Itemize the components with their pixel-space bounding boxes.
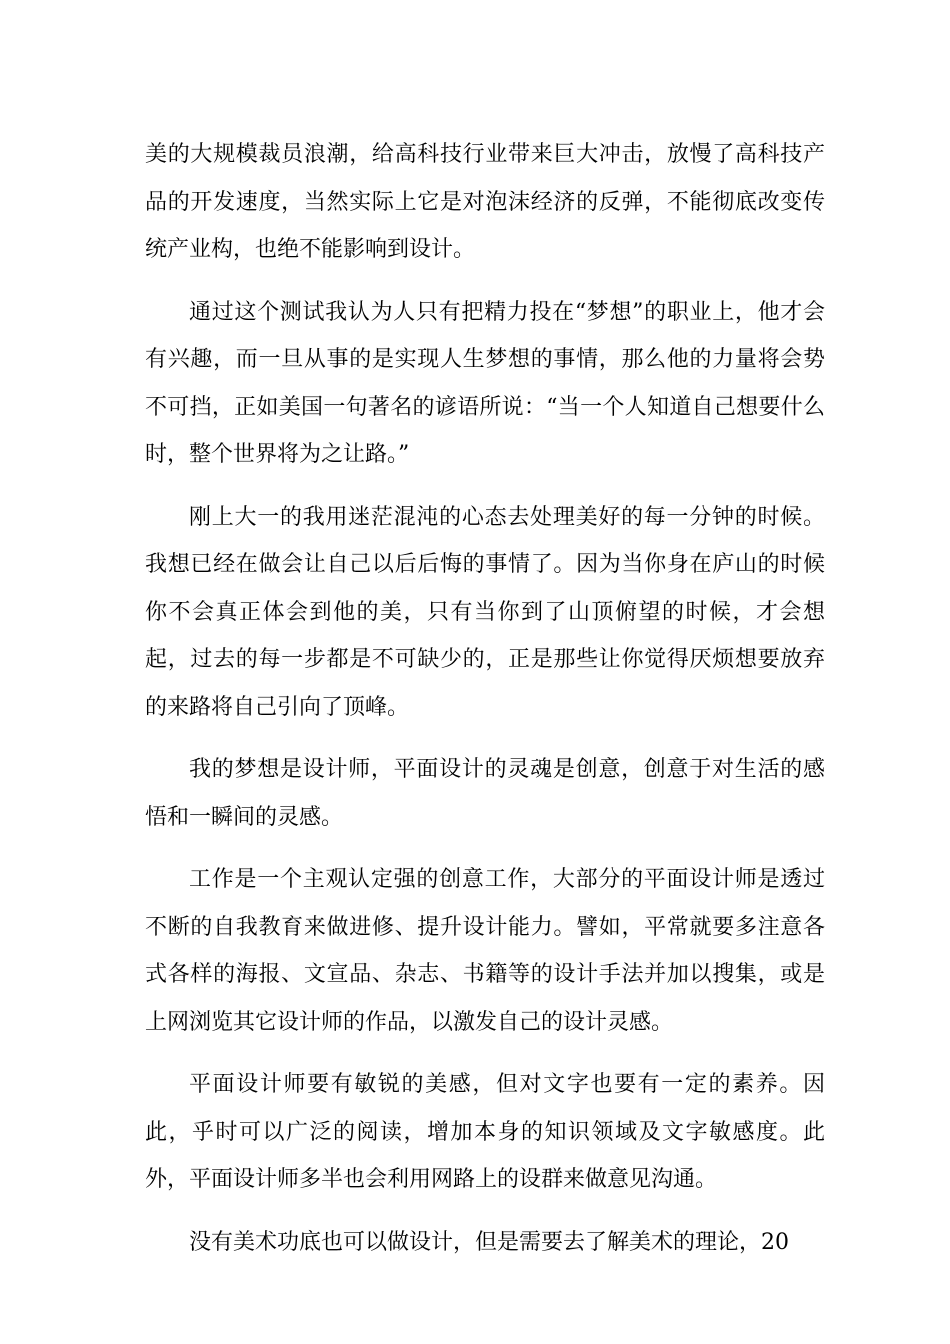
document-body <box>145 131 825 1281</box>
paragraph-7: 没有美术功底也可以做设计，但是需要去了解美术的理论，20 <box>189 1229 789 1255</box>
paragraph-4: 我的梦想是设计师，平面设计的灵魂是创意，创意于对生活的感悟和一瞬间的灵感。 <box>145 757 825 830</box>
paragraph-5: 工作是一个主观认定强的创意工作，大部分的平面设计师是透过不断的自我教育来做进修、提升设计能力。譬如，平常就要多注意各式各样的海报、文宣品、杂志、书籍等的设计手法并加以搜集，或是上网浏览其它设计师的作品，以激发自己的设计灵感。 <box>145 867 825 1035</box>
paragraph-6: 平面设计师要有敏锐的美感，但对文字也要有一定的素养。因此，乎时可以广泛的阅读，增加本身的知识领域及文字敏感度。此外，平面设计师多半也会利用网路上的设群来做意见沟通。 <box>145 1072 825 1192</box>
paragraph-3: 刚上大一的我用迷茫混沌的心态去处理美好的每一分钟的时候。我想已经在做会让自己以后后悔的事情了。因为当你身在庐山的时候你不会真正体会到他的美，只有当你到了山顶俯望的时候，才会想起，过去的每一步都是不可缺少的，正是那些让你觉得厌烦想要放弃的来路将自己引向了顶峰。 <box>145 504 825 720</box>
paragraph-1: 美的大规模裁员浪潮，给高科技行业带来巨大冲击，放慢了高科技产品的开发速度，当然实际上它是对泡沫经济的反弹，不能彻底改变传统产业构，也绝不能影响到设计。 <box>145 142 825 262</box>
paragraph-2: 通过这个测试我认为人只有把精力投在“梦想”的职业上，他才会有兴趣，而一旦从事的是实现人生梦想的事情，那么他的力量将会势不可挡，正如美国一句著名的谚语所说：“当一个人知道自己想要什么时，整个世界将为之让路。” <box>145 299 825 467</box>
